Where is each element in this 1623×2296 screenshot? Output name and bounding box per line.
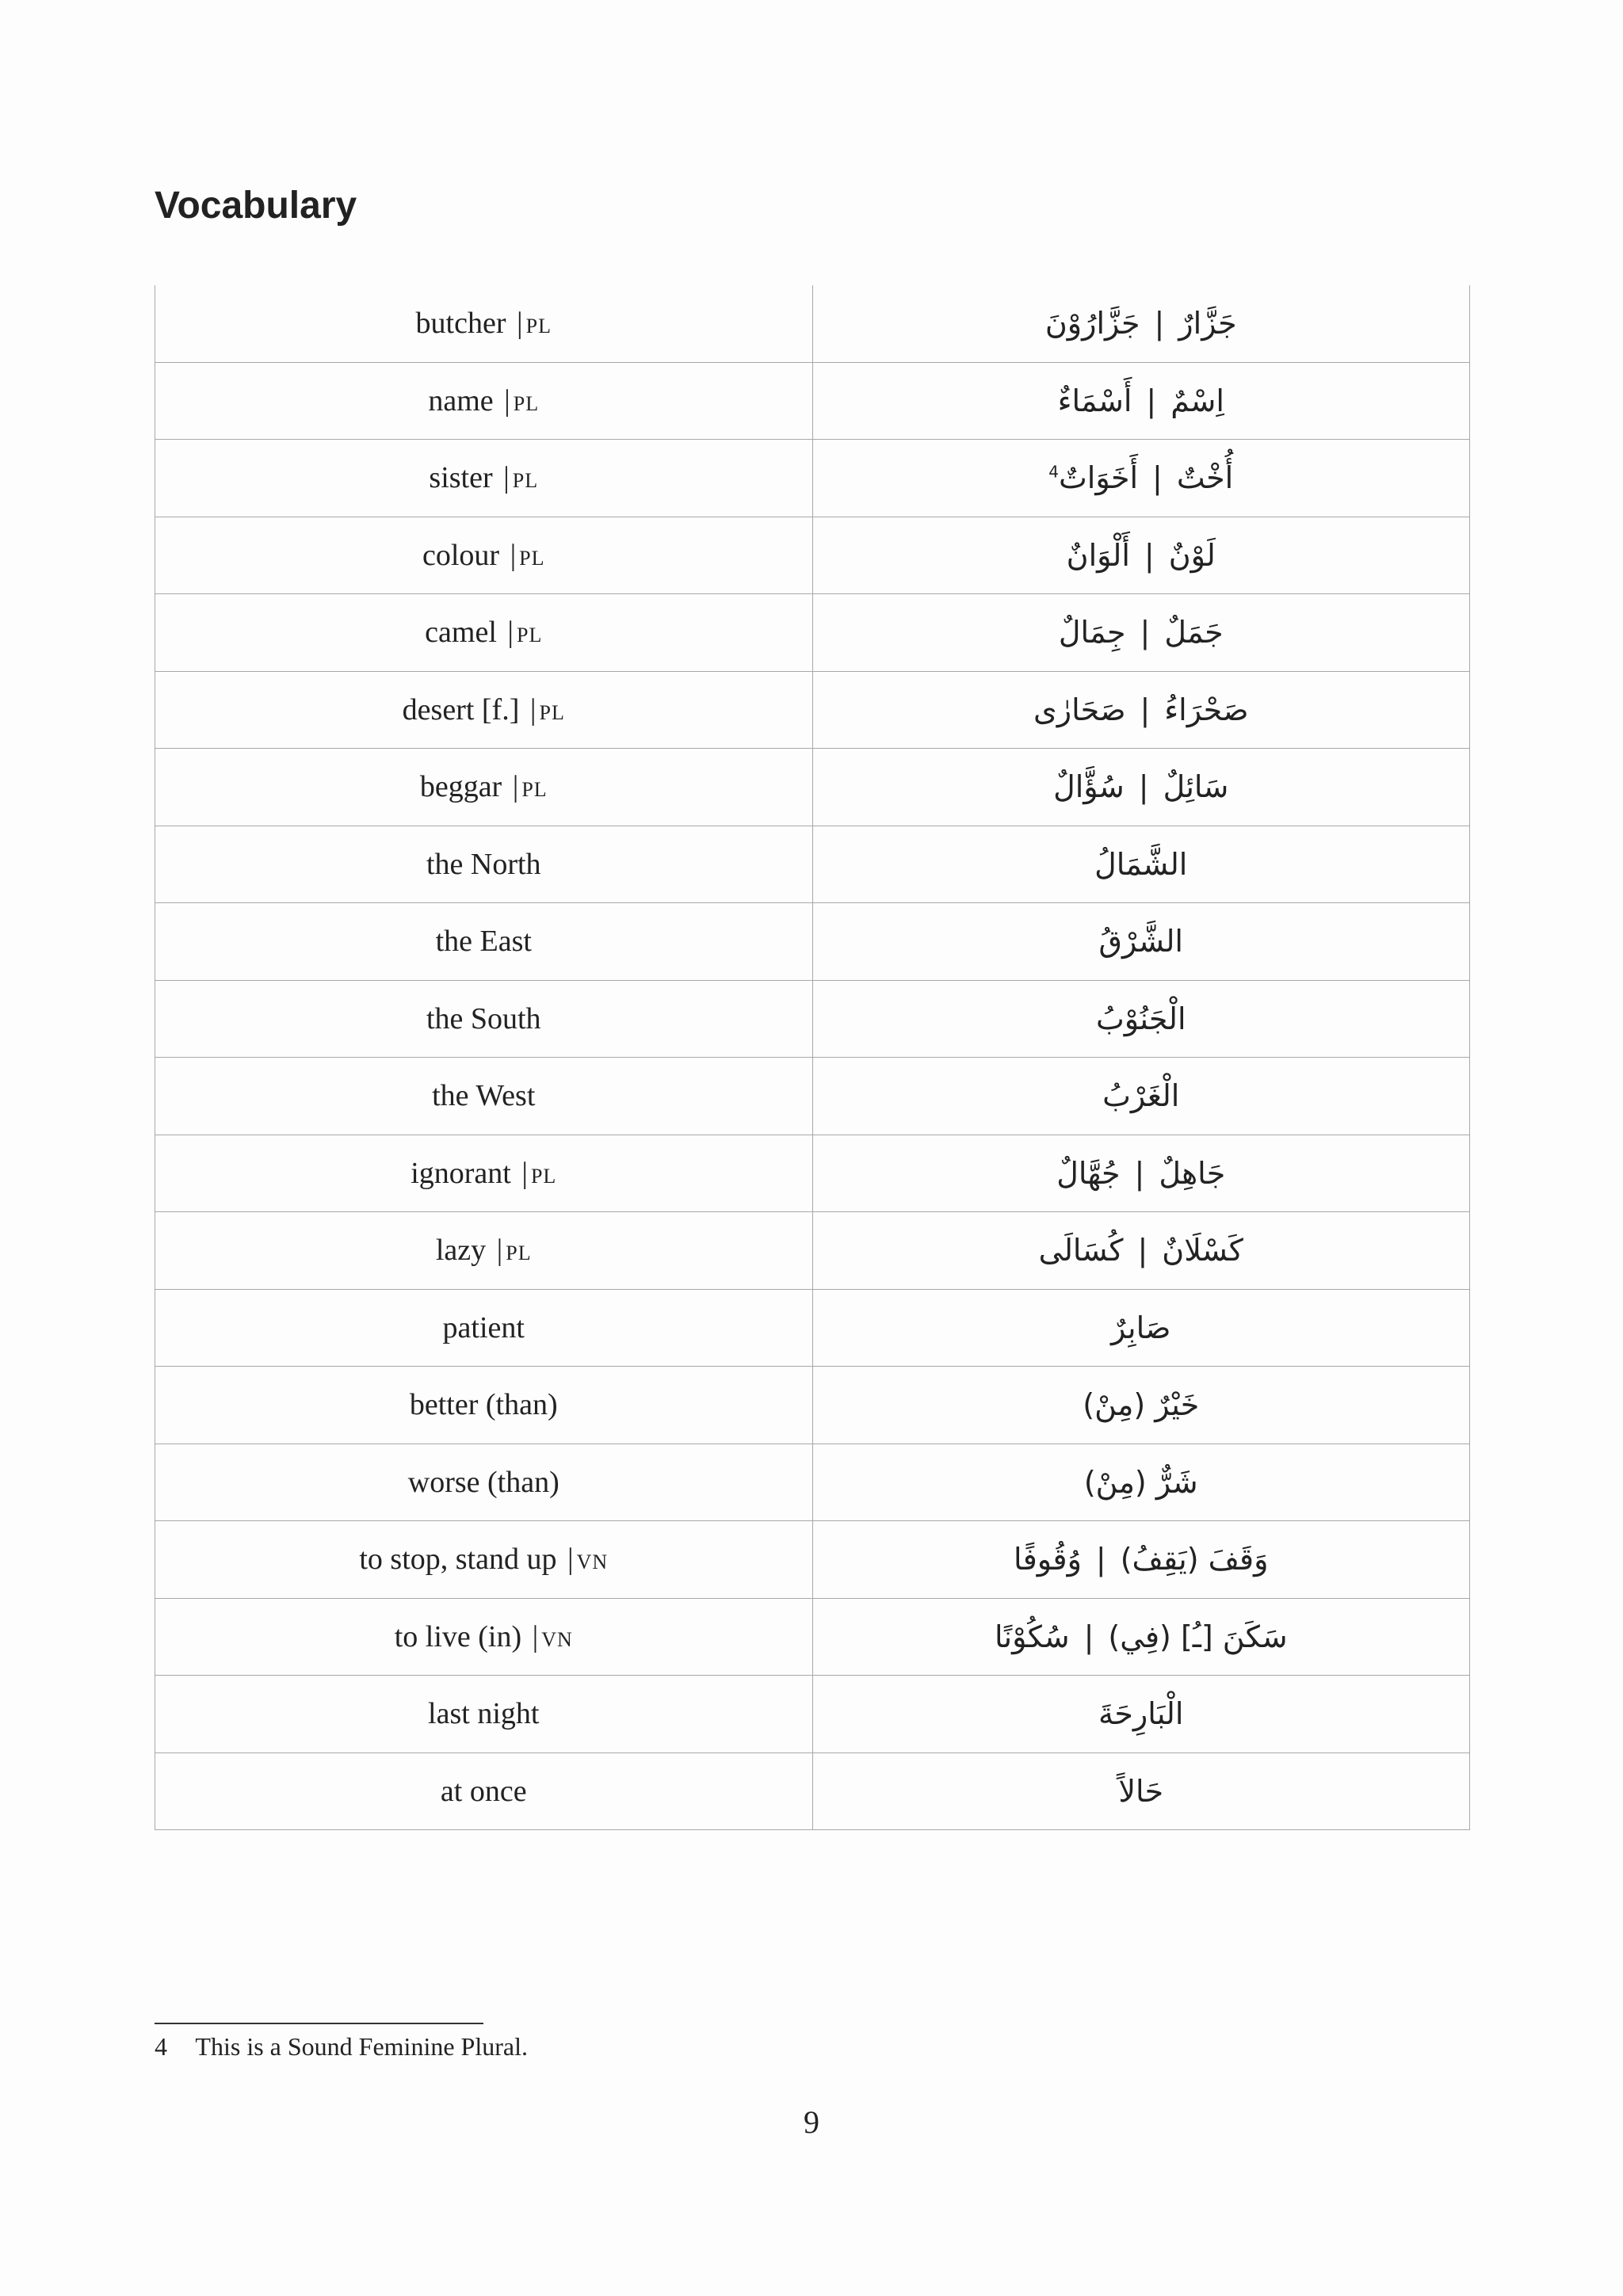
english-cell [155, 1598, 813, 1676]
separator: | [1083, 1619, 1094, 1654]
english-cell [155, 749, 813, 826]
arabic-word: وُقُوفًا [1014, 1542, 1082, 1577]
arabic-cell [812, 749, 1470, 826]
arabic-word: جَزَّارُوْنَ [1044, 306, 1140, 341]
vocabulary-table [155, 285, 1470, 1830]
separator: | [1138, 769, 1149, 805]
english-word: lazy [435, 1234, 487, 1268]
table-row [155, 826, 1470, 903]
arabic-word: صَحْرَاءُ [1164, 692, 1249, 727]
grammar-tag: PL [530, 1164, 557, 1188]
arabic-word: خَيْرٌ (مِنْ) [1083, 1387, 1200, 1423]
table-row [155, 1598, 1470, 1676]
english-word: butcher [415, 307, 506, 341]
arabic-word: أَخَوَاتٌ [1059, 460, 1139, 496]
english-cell [155, 1753, 813, 1830]
table-row [155, 903, 1470, 981]
separator: | [1134, 1155, 1145, 1191]
separator: | [529, 692, 537, 727]
separator: | [504, 383, 510, 418]
english-cell [155, 1676, 813, 1753]
arabic-cell [812, 362, 1470, 440]
english-word: camel [425, 616, 497, 650]
arabic-word: الْبَارِحَةَ [1098, 1696, 1184, 1732]
grammar-tag: PL [512, 469, 539, 493]
english-cell [155, 1367, 813, 1444]
arabic-word: الْغَرْبُ [1102, 1078, 1180, 1114]
grammar-tag: PL [506, 1241, 532, 1265]
table-row [155, 1521, 1470, 1599]
arabic-word: سُؤَّالٌ [1053, 769, 1125, 805]
footnote [155, 2032, 528, 2061]
arabic-word: جِمَالٌ [1058, 615, 1126, 650]
arabic-cell [812, 1367, 1470, 1444]
separator: | [567, 1543, 574, 1577]
table-row [155, 980, 1470, 1058]
english-word: to stop, stand up [359, 1543, 557, 1577]
arabic-cell [812, 285, 1470, 362]
arabic-word: سَكَنَ [ـُ] (فِي) [1108, 1619, 1288, 1654]
table-row [155, 1135, 1470, 1212]
arabic-cell [812, 1058, 1470, 1135]
english-word: at once [440, 1774, 527, 1808]
separator: | [1140, 692, 1151, 727]
english-word: the North [426, 847, 541, 881]
table-row [155, 1367, 1470, 1444]
english-word: the South [426, 1001, 541, 1035]
arabic-cell [812, 1676, 1470, 1753]
separator: | [496, 1234, 503, 1268]
grammar-tag: PL [519, 546, 545, 570]
arabic-word: جَزَّارٌ [1178, 306, 1237, 341]
footnote-rule [155, 2023, 483, 2024]
table-row [155, 1058, 1470, 1135]
separator: | [1146, 383, 1157, 418]
english-word: the East [435, 925, 532, 959]
english-cell [155, 1444, 813, 1521]
english-word: colour [422, 538, 500, 572]
english-word: patient [442, 1310, 525, 1344]
footnote-reference: 4 [1048, 462, 1060, 482]
arabic-word: اِسْمٌ [1170, 383, 1224, 418]
arabic-cell [812, 1289, 1470, 1367]
separator: | [510, 538, 517, 572]
arabic-word: جَمَلٌ [1164, 615, 1224, 650]
english-word: beggar [419, 770, 502, 804]
table-row [155, 1289, 1470, 1367]
arabic-word: أَسْمَاءٌ [1057, 383, 1132, 418]
english-word: worse (than) [407, 1465, 559, 1499]
arabic-word: جَاهِلٌ [1159, 1155, 1226, 1191]
arabic-word: سَائِلٌ [1163, 769, 1229, 805]
arabic-word: الشَّرْقُ [1098, 924, 1183, 959]
separator: | [532, 1619, 539, 1653]
arabic-word: شَرٌّ (مِنْ) [1083, 1464, 1198, 1500]
english-cell [155, 980, 813, 1058]
table-row [155, 671, 1470, 749]
table-row [155, 362, 1470, 440]
table-row [155, 1676, 1470, 1753]
table-row [155, 1444, 1470, 1521]
arabic-word: وَقَفَ (يَقِفُ) [1120, 1542, 1269, 1577]
grammar-tag: PL [516, 624, 543, 647]
arabic-cell [812, 1521, 1470, 1599]
english-word: desert [f.] [402, 692, 520, 727]
table-row [155, 440, 1470, 517]
arabic-word: سُكُوْنًا [994, 1619, 1070, 1654]
table-row [155, 749, 1470, 826]
separator: | [1144, 537, 1155, 573]
grammar-tag: PL [513, 391, 540, 415]
arabic-cell [812, 1212, 1470, 1290]
footnote-text: This is a Sound Feminine Plural. [195, 2032, 528, 2061]
page-number: 9 [804, 2104, 819, 2140]
separator: | [1095, 1542, 1106, 1577]
page-heading: Vocabulary [155, 185, 357, 227]
arabic-cell [812, 440, 1470, 517]
footnote-number: 4 [155, 2032, 167, 2061]
grammar-tag: VN [541, 1627, 573, 1651]
arabic-cell [812, 594, 1470, 672]
arabic-cell [812, 671, 1470, 749]
arabic-word: صَابِرٌ [1111, 1310, 1171, 1345]
grammar-tag: PL [525, 315, 552, 338]
arabic-cell [812, 980, 1470, 1058]
english-word: ignorant [411, 1156, 511, 1190]
arabic-word: لَوْنٌ [1168, 537, 1216, 573]
arabic-word: أَلْوَانٌ [1066, 537, 1130, 573]
english-word: name [428, 383, 494, 418]
arabic-word: الشَّمَالُ [1094, 846, 1188, 882]
table-row [155, 285, 1470, 362]
english-cell [155, 362, 813, 440]
english-cell [155, 517, 813, 594]
english-word: last night [428, 1697, 540, 1731]
english-cell [155, 1135, 813, 1212]
arabic-word: حَالاً [1118, 1773, 1164, 1809]
table-row [155, 1753, 1470, 1830]
separator: | [1140, 615, 1151, 650]
english-cell [155, 285, 813, 362]
separator: | [507, 616, 514, 650]
table-row [155, 1212, 1470, 1290]
arabic-word: كُسَالَى [1038, 1233, 1124, 1268]
arabic-word: صَحَارٰى [1033, 692, 1126, 727]
grammar-tag: VN [576, 1550, 609, 1574]
arabic-word: جُهَّالٌ [1056, 1155, 1121, 1191]
arabic-cell [812, 1135, 1470, 1212]
arabic-cell [812, 1753, 1470, 1830]
english-cell [155, 440, 813, 517]
separator: | [1154, 306, 1165, 341]
english-cell [155, 903, 813, 981]
english-cell [155, 671, 813, 749]
arabic-cell [812, 826, 1470, 903]
arabic-cell [812, 903, 1470, 981]
separator: | [521, 1156, 528, 1190]
english-cell [155, 826, 813, 903]
english-cell [155, 594, 813, 672]
separator: | [503, 461, 510, 495]
grammar-tag: PL [539, 700, 565, 724]
arabic-word: أُخْتٌ [1176, 460, 1234, 496]
english-cell [155, 1058, 813, 1135]
arabic-word: الْجَنُوْبُ [1095, 1001, 1186, 1036]
separator: | [517, 307, 523, 341]
english-word: better (than) [409, 1388, 558, 1422]
separator: | [1152, 460, 1163, 496]
table-row [155, 594, 1470, 672]
english-word: the West [432, 1079, 536, 1113]
arabic-cell [812, 1444, 1470, 1521]
separator: | [1137, 1233, 1148, 1268]
table-row [155, 517, 1470, 594]
english-cell [155, 1289, 813, 1367]
english-word: to live (in) [394, 1619, 522, 1653]
arabic-word: كَسْلَانٌ [1162, 1233, 1243, 1268]
arabic-cell [812, 517, 1470, 594]
grammar-tag: PL [521, 778, 548, 802]
english-word: sister [429, 461, 493, 495]
english-cell [155, 1521, 813, 1599]
english-cell [155, 1212, 813, 1290]
arabic-cell [812, 1598, 1470, 1676]
separator: | [512, 770, 519, 804]
